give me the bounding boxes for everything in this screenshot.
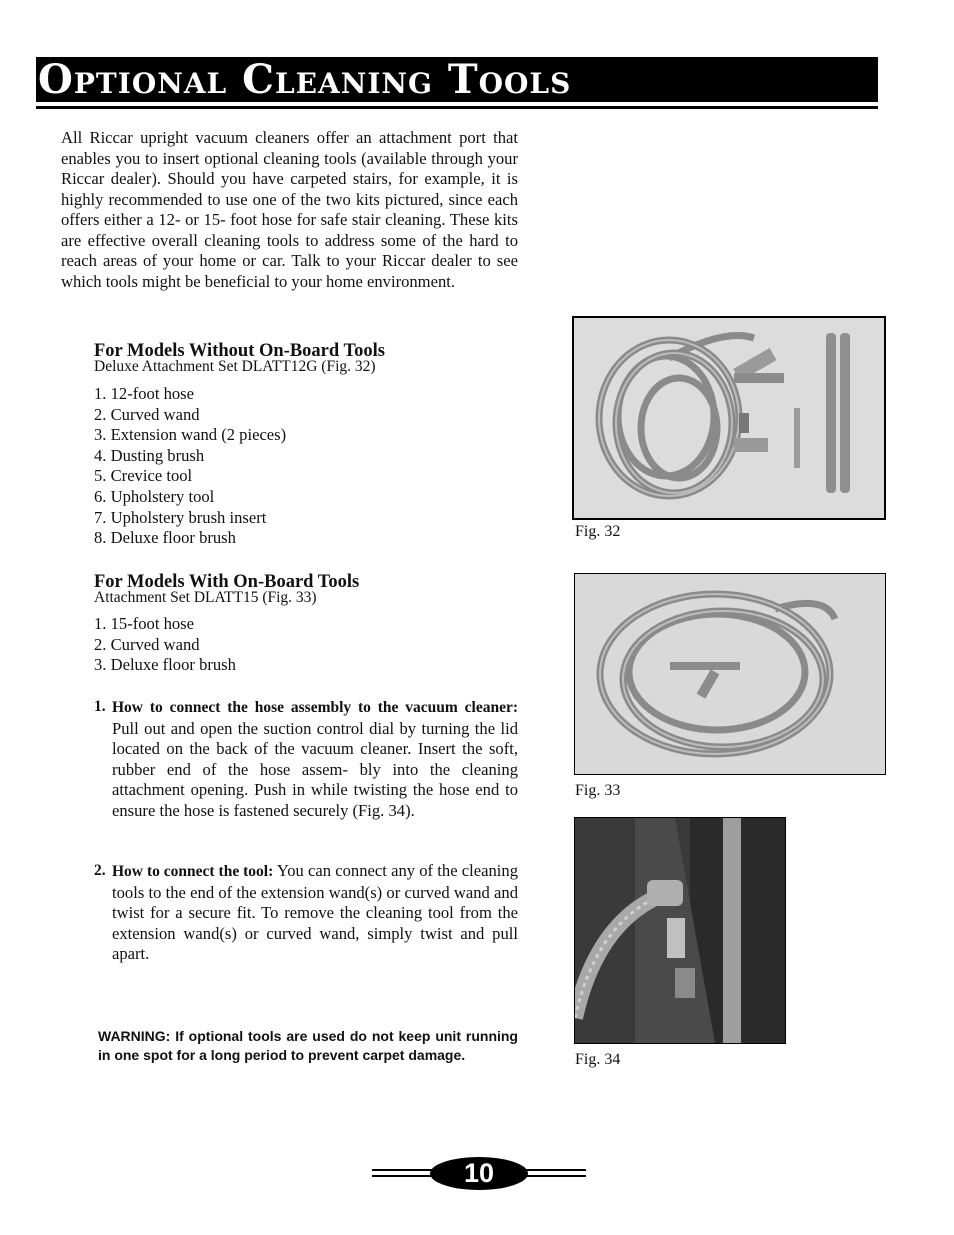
page-title: Optional Cleaning Tools xyxy=(38,56,572,103)
list-item: 3. Deluxe floor brush xyxy=(94,655,236,675)
section1-list xyxy=(94,384,286,549)
step-connect-hose xyxy=(94,697,518,821)
step-lead: How to connect the tool: xyxy=(112,863,274,880)
section2-subheading: Attachment Set DLATT15 (Fig. 33) xyxy=(94,589,317,606)
title-bar xyxy=(36,57,878,102)
list-item: 1. 12-foot hose xyxy=(94,384,195,403)
fig32-photo xyxy=(572,316,886,520)
list-item: 1. 15-foot hose xyxy=(94,614,195,633)
fig33-photo xyxy=(574,573,886,775)
intro-paragraph: All Riccar upright vacuum cleaners offer an attachment port that enables you to insert optional cleaning tools (available through your Riccar dealer). Should you have carpeted stairs, for example, it is highly recommended to use one of the two kits pictured, since each offers either a 12- or 15- foot hose for safe stair cleaning. These kits are effective overall cleaning tools to address some of the hard to reach areas of your home or car. Talk to your Riccar dealer to see which tools might be beneficial to your home environment. xyxy=(61,128,518,291)
list-item: 7. Upholstery brush insert xyxy=(94,507,267,527)
fig34-photo xyxy=(574,817,786,1044)
fig33-caption: Fig. 33 xyxy=(575,782,621,799)
list-item: 8. Deluxe floor brush xyxy=(94,528,236,548)
warning-note: WARNING: If optional tools are used do not keep unit running in one spot for a long period to prevent carpet damage. xyxy=(98,1028,518,1063)
step-body: You can connect any of the cleaning tools to the end of the extension wand(s) or curved wand and twist for a secure fit. To remove the cleaning tool from the extension wand(s) or curved wand, simply twist and pull apart. xyxy=(112,861,518,963)
section2-list xyxy=(94,614,236,676)
section1-subheading: Deluxe Attachment Set DLATT12G (Fig. 32) xyxy=(94,358,376,375)
fig32-caption: Fig. 32 xyxy=(575,523,621,540)
list-item: 2. Curved wand xyxy=(94,634,200,654)
list-item: 4. Dusting brush xyxy=(94,445,205,465)
step-connect-tool xyxy=(94,861,518,965)
step-lead: How to connect the hose assembly to the vacuum cleaner: xyxy=(112,699,518,716)
list-item: 2. Curved wand xyxy=(94,404,200,424)
list-item: 3. Extension wand (2 pieces) xyxy=(94,425,287,445)
page-number-ornament xyxy=(372,1155,586,1193)
step-number: 2. xyxy=(94,862,106,879)
step-number: 1. xyxy=(94,698,106,715)
section2-heading: For Models With On-Board Tools xyxy=(94,572,360,592)
fig34-caption: Fig. 34 xyxy=(575,1051,621,1068)
page-number: 10 xyxy=(430,1157,528,1190)
list-item: 6. Upholstery tool xyxy=(94,486,215,506)
step-body: Pull out and open the suction control dial by turning the lid located on the back of the vacuum cleaner. Insert the soft, rubber end of the hose assem- bly into the cleaning attachment opening. Push in while twisting the hose end to ensure the hose is fastened securely (Fig. 34). xyxy=(112,718,518,820)
title-rule xyxy=(36,106,878,109)
section1-heading: For Models Without On-Board Tools xyxy=(94,341,385,361)
list-item: 5. Crevice tool xyxy=(94,466,193,486)
